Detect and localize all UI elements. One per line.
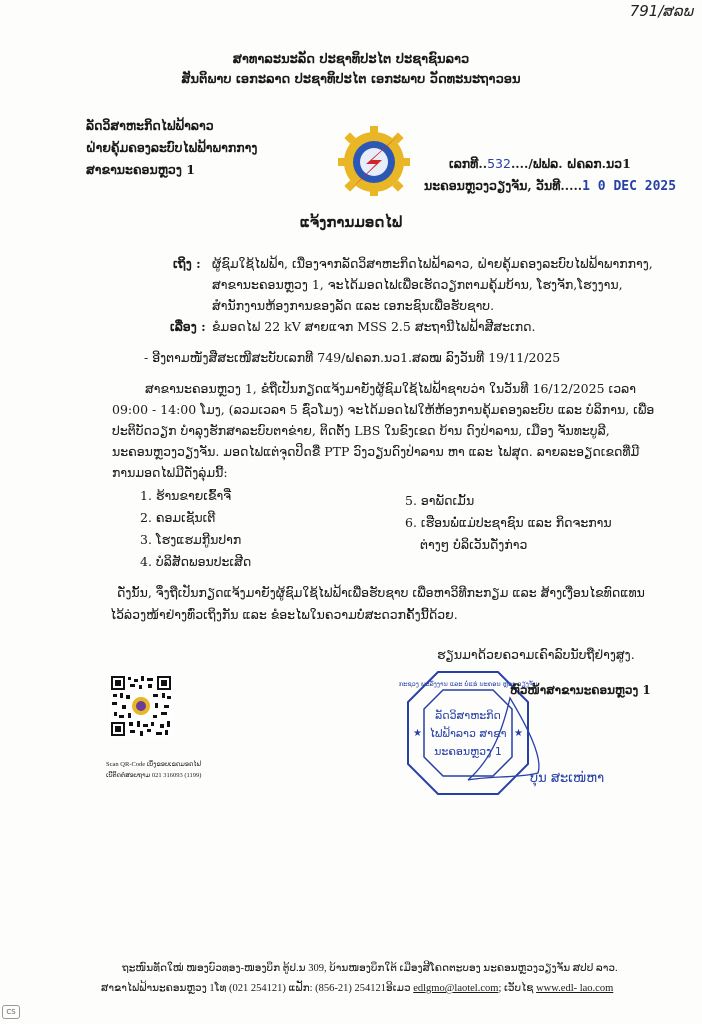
- qr-caption-2: ເບີຕິດຕໍ່ສອບຖາມ 021 316093 (1199): [106, 772, 202, 779]
- national-header-line2: ສັນຕິພາບ ເອກະລາດ ປະຊາທິປະໄຕ ເອກະພາບ ວັດທະນະຖາວອນ: [181, 72, 521, 87]
- stamp-ring-text: ກະຊວງ ພະລັງງານ ແລະ ບໍ່ແຮ່ ນະຄອນ ຫຼວງ ວຽງຈັນ: [398, 680, 538, 688]
- email-link[interactable]: edlgmo@laotel.com: [413, 983, 499, 994]
- subject-label: ເລື່ອງ :: [170, 319, 206, 334]
- camscanner-icon: CS: [2, 1005, 20, 1019]
- to-line: ສາຂານະຄອນຫຼວງ 1, ຈະໄດ້ມອດໄຟເພື່ອເຮັດວຽກຕາມຄຸ້ມບ້ານ, ໂຮງຈັກ,ໂຮງງານ,: [212, 277, 623, 292]
- body-line: ສາຂານະຄອນຫຼວງ 1, ຂໍຖືເປັນກຽດແຈ້ງມາຍັງຜູ້ຊົມໃຊ້ໄຟຟ້າຊາບວ່າ ໃນວັນທີ 16/12/2025 ເວລາ: [145, 381, 636, 396]
- area-item: 3. ໂຮງແຮມກູີນປາກ: [140, 532, 242, 547]
- edl-logo: [336, 122, 412, 198]
- body-line: ນະຄອນຫຼວງວຽງຈັນ. ມອດໄຟແຕ່ຈຸດປິດຂື່ PTP ວົງວຽນດົງປ່າລານ ຫາ ແລະ ໄຟສຸດ. ລາຍລະອຽດເຂດທີ່ມີ: [112, 444, 640, 459]
- subject-text: ຂໍມອດໄຟ 22 kV ສາຍແຈກ MSS 2.5 ສະຖານີໄຟຟ້າສີສະເກດ.: [212, 319, 536, 334]
- qr-caption-1: Scan QR-Code ເບິ່ງຂອບເຂດມອດໄຟ: [106, 761, 201, 768]
- signatory-name: ບຸນ ສະເໜ່ຫາ: [530, 771, 605, 786]
- footer-phone: ສາຂາໄຟຟ້ານະຄອນຫຼວງ 1ໂທ (021 254121) ແຟັກ: (856-21) 254121ອີເມວ: [101, 983, 414, 994]
- to-line: ຜູ້ຊົມໃຊ້ໄຟຟ້າ, ເນື່ອງຈາກລັດວິສາຫະກິດໄຟຟ້າລາວ, ຝ່າຍຄຸ້ມຄອງລະບົບໄຟຟ້າພາກກາງ,: [212, 256, 653, 271]
- body-line: ປະຕິບັດວຽກ ບຳລຸງຮັກສາລະບົບຕາຂ່າຍ, ຕິດຕັ້ງ LBS ໃນຂົງເຂດ ບ້ານ ດົງປ່າລານ, ເມືອງ ຈັນທະບູລີ,: [112, 423, 610, 438]
- document-date: [424, 178, 676, 194]
- area-item: 4. ບໍລິສັດພອນປະເສີດ: [140, 554, 252, 569]
- org-line2: ຝ່າຍຄຸ້ມຄອງລະບົບໄຟຟ້າພາກກາງ: [86, 140, 258, 155]
- stamp-center-line: ລັດວິສາຫະກິດ: [435, 709, 501, 722]
- document-title: ແຈ້ງການມອດໄຟ: [299, 213, 403, 231]
- closing-line: ໄວ້ລ່ວງໜ້າຢ່າງທົ່ວເຖິງກັນ ແລະ ຂໍອະໄພໃນຄວາມບໍ່ສະດວກຄັ້ງນີ້ດ້ວຍ.: [110, 607, 458, 622]
- star-icon: ★: [413, 728, 422, 739]
- doc-no-prefix: ເລກທີ..: [449, 156, 488, 171]
- footer-website-label: ; ເວັບໄຊ: [498, 983, 537, 994]
- stamp-center-line: ໄຟຟ້າລາວ ສາຂາ: [429, 727, 507, 740]
- area-item-continued: ຕ່າງໆ ບໍລິເວັນດັ່ງກ່າວ: [420, 537, 528, 552]
- national-header-line1: ສາທາລະນະລັດ ປະຊາທິປະໄຕ ປະຊາຊົນລາວ: [232, 52, 470, 67]
- star-icon: ★: [514, 728, 523, 739]
- closing-line: ດັ່ງນັ້ນ, ຈຶ່ງຖືເປັນກຽດແຈ້ງມາຍັງຜູ້ຊົມໃຊ້ໄຟຟ້າເພື່ອຮັບຊາບ ເພື່ອຫາວິທີກະກຽມ ແລະ ສ້າງເງື່ອນໄຂທົດແທນ: [117, 585, 645, 600]
- to-line: ສຳນັກງານຫ້ອງການຂອງລັດ ແລະ ເອກະຊົນເພື່ອຮັບຊາບ.: [212, 298, 495, 313]
- to-label: ເຖິງ :: [173, 256, 201, 271]
- org-line3: ສາຂານະຄອນຫຼວງ 1: [86, 162, 195, 177]
- qr-code[interactable]: [110, 675, 172, 755]
- area-item: 6. ເຮືອນພໍ່ແມ່ປະຊາຊົນ ແລະ ກິດຈະການ: [405, 515, 612, 530]
- website-link[interactable]: www.edl- lao.com: [536, 983, 614, 994]
- doc-no-suffix: ..../ຟຟລ. ຝຄລກ.ນວ1: [510, 156, 631, 171]
- area-item: 5. ອາພັດເມັ້ນ: [405, 493, 475, 508]
- stamp-center-line: ນະຄອນຫຼວງ 1: [434, 745, 502, 758]
- doc-no-value: 532: [487, 156, 511, 171]
- footer-address: ຖະໜົນທັດໃໝ່ ໜອງບົວທອງ-ໜອງບຶກ ຕູ້ປ.ນ 309, ບ້ານໜອງບຶກໃຕ້ ເມືອງສີໂຄດຕະບອງ ນະຄອນຫຼວງວຽງຈັນ ສປປ ລາວ.: [122, 963, 618, 974]
- body-line: ການມອດໄຟມີດັ່ງລຸ່ມນີ້:: [112, 465, 228, 480]
- body-line: 09:00 - 14:00 ໂມງ, (ລວມເວລາ 5 ຊົ່ວໂມງ) ຈະໄດ້ມອດໄຟໃຫ້ຫ້ອງການຄຸ້ມຄອງລະບົບ ແລະ ບໍລິການ, ເພື່ອ: [112, 402, 655, 417]
- date-prefix: ນະຄອນຫຼວງວຽງຈັນ, ວັນທີ.....: [424, 178, 583, 193]
- document-number: [449, 156, 631, 171]
- area-item: 2. ຄອມເຊັນເຕີ: [140, 510, 216, 525]
- handwritten-reference: 791/ສລພ: [629, 2, 694, 20]
- org-line1: ລັດວິສາຫະກິດໄຟຟ້າລາວ: [86, 118, 214, 133]
- reference-line: - ອີງຕາມໜັງສືສະເໜີສະບັບເລກທີ 749/ຝຄລກ.ນວ1.ສລໝ ລົງວັນທີ 19/11/2025: [144, 350, 561, 365]
- footer-contact: [101, 982, 613, 994]
- regards: ຮຽນມາດ້ວຍຄວາມເຄົາລົບນັບຖືຢ່າງສູງ.: [437, 647, 635, 662]
- signatory-title: ຫົວໜ້າສາຂານະຄອນຫຼວງ 1: [510, 683, 651, 697]
- area-item: 1. ຮ້ານຂາຍເຂົ້າຈີ່: [140, 488, 232, 503]
- date-stamp: 1 0 DEC 2025: [582, 179, 677, 194]
